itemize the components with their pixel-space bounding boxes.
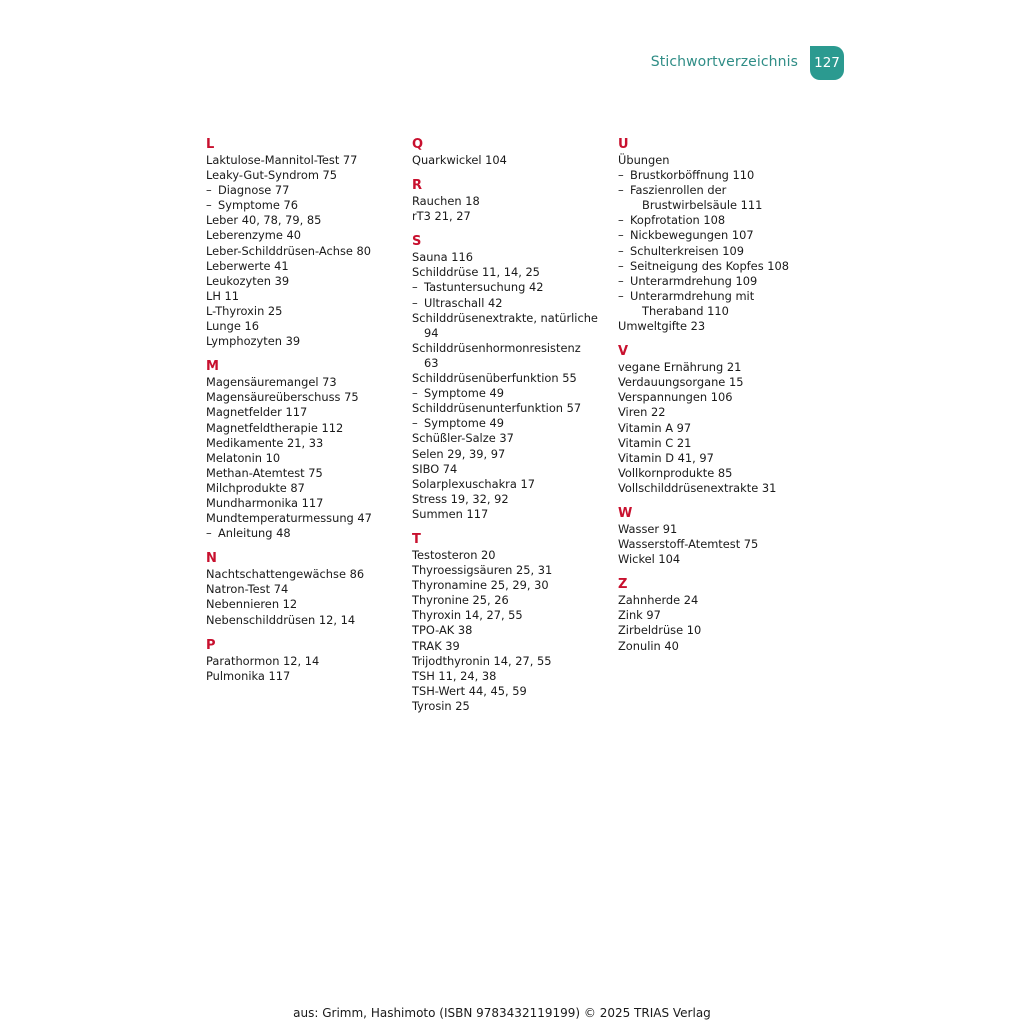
index-entry: Vitamin A 97	[618, 420, 692, 435]
index-entry: Solarplexuschakra 17	[412, 476, 535, 491]
index-entry: vegane Ernährung 21	[618, 360, 742, 375]
index-entry: Zink 97	[618, 608, 661, 623]
index-entry: Magnetfeldtherapie 112	[206, 420, 344, 435]
index-column-2	[412, 136, 612, 723]
section-letter: R	[412, 178, 423, 194]
index-entry: Übungen	[618, 153, 670, 167]
index-entry: Schilddrüsenhormonresistenz	[412, 340, 581, 355]
index-entry: Methan-Atemtest 75	[206, 465, 323, 480]
index-entry: Leber-Schilddrüsen-Achse 80	[206, 243, 372, 258]
index-subentry: – Anleitung 48	[206, 526, 406, 541]
index-entry: Wasser 91	[618, 521, 678, 536]
index-entry: Schilddrüse 11, 14, 25	[412, 265, 540, 280]
index-section	[412, 136, 612, 168]
index-entry: Summen 117	[412, 506, 489, 521]
index-column-1	[206, 136, 406, 693]
index-subentry: – Symptome 76	[206, 198, 406, 213]
index-entry: Nachtschattengewächse 86	[206, 567, 365, 582]
section-letter: V	[618, 344, 629, 360]
index-subentry: – Symptome 49	[412, 416, 612, 431]
section-letter: P	[206, 637, 216, 653]
index-entry: Magensäuremangel 73	[206, 375, 337, 390]
index-entry: Zonulin 40	[618, 638, 679, 653]
index-entry: L-Thyroxin 25	[206, 303, 283, 318]
index-entry: Vitamin C 21	[618, 435, 692, 450]
section-title: Stichwortverzeichnis	[650, 54, 798, 70]
index-section	[206, 637, 406, 684]
index-entry: Schilddrüsenüberfunktion 55	[412, 371, 577, 386]
index-entry: Vollschilddrüsenextrakte 31	[618, 480, 777, 495]
index-subentry: – Seitneigung des Kopfes 108	[618, 259, 818, 274]
index-entry: Thyronine 25, 26	[412, 593, 509, 608]
index-entry: Leukozyten 39	[206, 273, 290, 288]
index-entry: Lymphozyten 39	[206, 334, 301, 349]
index-entry: Schüßler-Salze 37	[412, 431, 514, 446]
index-entry: Schilddrüsenextrakte, natürliche	[412, 310, 598, 325]
index-entry: Wickel 104	[618, 552, 681, 567]
index-entry: Lunge 16	[206, 319, 259, 334]
index-subentry: – Unterarmdrehung mit	[618, 289, 818, 304]
section-letter: U	[618, 137, 629, 152]
index-entry: Testosteron 20	[412, 547, 496, 562]
section-letter: S	[412, 234, 422, 250]
index-section	[206, 136, 406, 349]
index-section	[618, 136, 818, 334]
index-entry: Medikamente 21, 33	[206, 435, 324, 450]
index-entry: Zirbeldrüse 10	[618, 623, 702, 638]
index-entry: Quarkwickel 104	[412, 153, 507, 167]
index-entry: Schilddrüsenunterfunktion 57	[412, 401, 582, 416]
index-section	[618, 576, 818, 653]
index-entry: Wasserstoff-Atemtest 75	[618, 537, 759, 552]
index-entry: Trijodthyronin 14, 27, 55	[412, 653, 552, 668]
index-section	[412, 177, 612, 224]
index-entry: SIBO 74	[412, 461, 458, 476]
index-subentry: – Ultraschall 42	[412, 296, 612, 311]
index-column-3	[618, 136, 818, 663]
index-entry: Rauchen 18	[412, 194, 480, 209]
index-entry: Pulmonika 117	[206, 668, 291, 683]
index-entry: TPO-AK 38	[412, 623, 473, 638]
index-entry: Laktulose-Mannitol-Test 77	[206, 153, 358, 167]
index-entry: Leber 40, 78, 79, 85	[206, 213, 322, 228]
index-subentry: – Diagnose 77	[206, 183, 406, 198]
index-subentry: Brustwirbelsäule 111	[642, 198, 763, 213]
index-entry: Umweltgifte 23	[618, 319, 706, 334]
index-entry: Magnetfelder 117	[206, 405, 308, 420]
index-subentry: – Faszienrollen der	[618, 183, 818, 198]
page-number-badge: 127	[810, 46, 844, 80]
index-entry: TSH 11, 24, 38	[412, 668, 497, 683]
index-entry: Melatonin 10	[206, 450, 281, 465]
index-entry: Vitamin D 41, 97	[618, 450, 714, 465]
index-subentry: – Symptome 49	[412, 386, 612, 401]
index-entry: Parathormon 12, 14	[206, 653, 320, 668]
index-entry: Mundtemperaturmessung 47	[206, 511, 372, 526]
index-entry: Natron-Test 74	[206, 582, 289, 597]
index-entry: Leaky-Gut-Syndrom 75	[206, 168, 338, 183]
index-entry: TSH-Wert 44, 45, 59	[412, 683, 527, 698]
index-subentry: – Kopfrotation 108	[618, 213, 818, 228]
index-entry: Stress 19, 32, 92	[412, 491, 509, 506]
index-section	[618, 505, 818, 567]
index-entry: Leberenzyme 40	[206, 228, 301, 243]
index-subentry: – Brustkorböffnung 110	[618, 168, 818, 183]
index-entry: TRAK 39	[412, 638, 460, 653]
index-section	[412, 233, 612, 522]
section-letter: Q	[412, 137, 424, 152]
index-entry: Sauna 116	[412, 250, 473, 265]
index-entry: Viren 22	[618, 405, 666, 420]
index-section	[206, 358, 406, 541]
index-section	[618, 343, 818, 496]
index-entry: Thyroxin 14, 27, 55	[412, 608, 523, 623]
section-letter: L	[206, 137, 215, 152]
copyright-footer: aus: Grimm, Hashimoto (ISBN 9783432119199) © 2025 TRIAS Verlag	[293, 1006, 711, 1020]
index-entry: Nebenschilddrüsen 12, 14	[206, 612, 356, 627]
index-entry: rT3 21, 27	[412, 209, 471, 224]
index-entry: Thyronamine 25, 29, 30	[412, 578, 549, 593]
index-section	[412, 531, 612, 714]
index-section	[206, 550, 406, 627]
index-subentry: 63	[424, 355, 439, 370]
section-letter: T	[412, 531, 421, 547]
index-columns	[206, 136, 826, 756]
index-entry: Vollkornprodukte 85	[618, 465, 733, 480]
section-letter: W	[618, 505, 633, 521]
index-entry: Mundharmonika 117	[206, 495, 324, 510]
index-entry: Tyrosin 25	[412, 698, 470, 713]
index-entry: Verspannungen 106	[618, 390, 733, 405]
index-entry: Verdauungsorgane 15	[618, 375, 744, 390]
index-subentry: – Nickbewegungen 107	[618, 228, 818, 243]
index-subentry: – Tastuntersuchung 42	[412, 280, 612, 295]
index-entry: Milchprodukte 87	[206, 480, 305, 495]
section-letter: N	[206, 551, 217, 567]
index-subentry: Theraband 110	[642, 303, 729, 318]
section-letter: M	[206, 359, 219, 375]
section-letter: Z	[618, 577, 628, 593]
index-entry: Thyroessigsäuren 25, 31	[412, 563, 553, 578]
page-header	[560, 46, 844, 80]
index-entry: Selen 29, 39, 97	[412, 446, 506, 461]
index-subentry: – Unterarmdrehung 109	[618, 274, 818, 289]
index-entry: Nebennieren 12	[206, 597, 298, 612]
index-subentry: 94	[424, 325, 439, 340]
index-entry: Leberwerte 41	[206, 258, 289, 273]
index-entry: Magensäureüberschuss 75	[206, 390, 359, 405]
index-entry: Zahnherde 24	[618, 593, 699, 608]
index-entry: LH 11	[206, 288, 240, 303]
index-subentry: – Schulterkreisen 109	[618, 244, 818, 259]
